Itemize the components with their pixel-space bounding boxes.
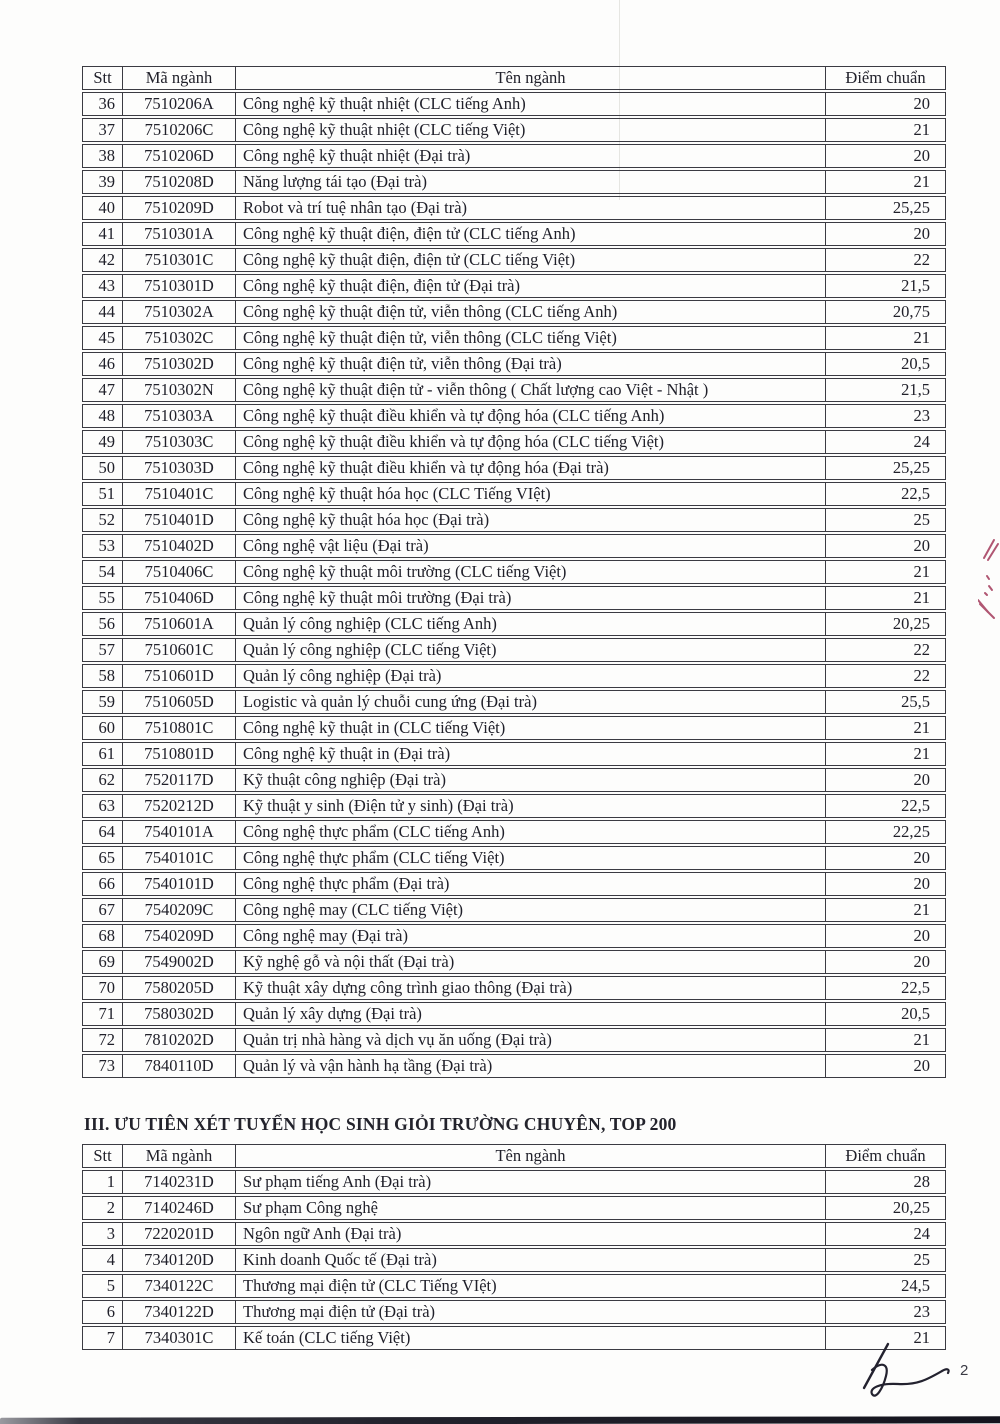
cell-stt: 53: [82, 534, 123, 558]
cell-score: 20: [826, 1054, 946, 1078]
table-row: [82, 404, 946, 428]
cell-score: 25,25: [826, 196, 946, 220]
cell-score: 20: [826, 144, 946, 168]
table-row: [82, 196, 946, 220]
table-row: [82, 1002, 946, 1026]
cell-major-code: 7810202D: [123, 1028, 236, 1052]
table-body: [82, 1170, 946, 1350]
cell-major-code: 7510406D: [123, 586, 236, 610]
cell-major-name: Công nghệ thực phẩm (Đại trà): [236, 872, 826, 896]
cell-score: 22,5: [826, 794, 946, 818]
cell-stt: 52: [82, 508, 123, 532]
cell-score: 22: [826, 638, 946, 662]
cell-major-code: 7540101A: [123, 820, 236, 844]
header-major-code: Mã ngành: [123, 1144, 236, 1168]
cell-stt: 46: [82, 352, 123, 376]
header-stt: Stt: [82, 66, 123, 90]
cell-major-code: 7510208D: [123, 170, 236, 194]
cell-score: 21: [826, 586, 946, 610]
cell-stt: 60: [82, 716, 123, 740]
table-row: [82, 924, 946, 948]
cell-major-name: Kỹ thuật công nghiệp (Đại trà): [236, 768, 826, 792]
cell-major-name: Kỹ thuật y sinh (Điện tử y sinh) (Đại trà): [236, 794, 826, 818]
cell-score: 21: [826, 560, 946, 584]
table-row: [82, 742, 946, 766]
cell-stt: 44: [82, 300, 123, 324]
cell-major-code: 7340301C: [123, 1326, 236, 1350]
cell-major-name: Quản lý công nghiệp (CLC tiếng Việt): [236, 638, 826, 662]
cell-score: 21: [826, 1028, 946, 1052]
cell-score: 22,5: [826, 482, 946, 506]
cell-stt: 68: [82, 924, 123, 948]
cell-major-code: 7510601D: [123, 664, 236, 688]
cell-major-code: 7510302A: [123, 300, 236, 324]
table-row: [82, 1054, 946, 1078]
cell-major-name: Công nghệ kỹ thuật in (Đại trà): [236, 742, 826, 766]
cell-stt: 72: [82, 1028, 123, 1052]
cell-stt: 63: [82, 794, 123, 818]
cell-score: 28: [826, 1170, 946, 1194]
cell-stt: 73: [82, 1054, 123, 1078]
table-row: [82, 300, 946, 324]
table-row: [82, 274, 946, 298]
cell-stt: 66: [82, 872, 123, 896]
cell-score: 20,25: [826, 612, 946, 636]
cell-stt: 6: [82, 1300, 123, 1324]
table-row: [82, 586, 946, 610]
cell-major-name: Công nghệ kỹ thuật in (CLC tiếng Việt): [236, 716, 826, 740]
cell-major-name: Công nghệ kỹ thuật điện, điện tử (Đại trà): [236, 274, 826, 298]
cell-major-code: 7540101C: [123, 846, 236, 870]
cell-stt: 61: [82, 742, 123, 766]
cell-score: 20: [826, 768, 946, 792]
cell-major-code: 7580302D: [123, 1002, 236, 1026]
table-row: [82, 430, 946, 454]
cell-major-code: 7510601A: [123, 612, 236, 636]
cell-major-code: 7510206D: [123, 144, 236, 168]
cell-score: 21: [826, 118, 946, 142]
cell-major-code: 7510303C: [123, 430, 236, 454]
cell-score: 21,5: [826, 378, 946, 402]
cell-stt: 3: [82, 1222, 123, 1246]
cell-major-code: 7340122C: [123, 1274, 236, 1298]
cell-major-name: Kỹ thuật xây dựng công trình giao thông (Đại trà): [236, 976, 826, 1000]
cell-stt: 2: [82, 1196, 123, 1220]
cell-major-code: 7140231D: [123, 1170, 236, 1194]
cell-major-name: Công nghệ kỹ thuật điện tử, viễn thông (CLC tiếng Anh): [236, 300, 826, 324]
cell-stt: 56: [82, 612, 123, 636]
cell-major-name: Công nghệ kỹ thuật điện tử - viễn thông ( Chất lượng cao Việt - Nhật ): [236, 378, 826, 402]
cell-major-name: Công nghệ kỹ thuật môi trường (CLC tiếng Việt): [236, 560, 826, 584]
cell-major-name: Logistic và quản lý chuỗi cung ứng (Đại trà): [236, 690, 826, 714]
table-row: [82, 144, 946, 168]
cell-major-name: Công nghệ kỹ thuật hóa học (Đại trà): [236, 508, 826, 532]
cell-major-name: Ngôn ngữ Anh (Đại trà): [236, 1222, 826, 1246]
cell-score: 22,5: [826, 976, 946, 1000]
cell-major-code: 7549002D: [123, 950, 236, 974]
cell-score: 20: [826, 950, 946, 974]
cell-score: 20,5: [826, 352, 946, 376]
table-row: [82, 222, 946, 246]
cell-major-name: Kế toán (CLC tiếng Việt): [236, 1326, 826, 1350]
cell-major-code: 7510801C: [123, 716, 236, 740]
table-row: [82, 638, 946, 662]
cell-major-name: Công nghệ kỹ thuật hóa học (CLC Tiếng VIệt): [236, 482, 826, 506]
cell-major-name: Quản lý công nghiệp (Đại trà): [236, 664, 826, 688]
cell-stt: 59: [82, 690, 123, 714]
cell-major-name: Công nghệ may (CLC tiếng Việt): [236, 898, 826, 922]
table-row: [82, 898, 946, 922]
cell-major-code: 7510302C: [123, 326, 236, 350]
cell-major-name: Công nghệ kỹ thuật điện, điện tử (CLC tiếng Anh): [236, 222, 826, 246]
cell-score: 20: [826, 924, 946, 948]
admission-scores-table: [82, 64, 946, 1080]
cell-stt: 41: [82, 222, 123, 246]
table-row: [82, 118, 946, 142]
table-row: [82, 456, 946, 480]
cell-major-name: Robot và trí tuệ nhân tạo (Đại trà): [236, 196, 826, 220]
cell-major-code: 7540209D: [123, 924, 236, 948]
table-header-row: [82, 1144, 946, 1168]
cell-stt: 71: [82, 1002, 123, 1026]
cell-stt: 47: [82, 378, 123, 402]
cell-major-code: 7340120D: [123, 1248, 236, 1272]
cell-major-name: Công nghệ kỹ thuật nhiệt (CLC tiếng Anh): [236, 92, 826, 116]
cell-score: 25,5: [826, 690, 946, 714]
cell-score: 25,25: [826, 456, 946, 480]
cell-major-code: 7840110D: [123, 1054, 236, 1078]
cell-major-code: 7540101D: [123, 872, 236, 896]
cell-score: 21: [826, 326, 946, 350]
cell-stt: 7: [82, 1326, 123, 1350]
table-row: [82, 326, 946, 350]
table-row: [82, 1196, 946, 1220]
header-score: Điểm chuẩn: [826, 66, 946, 90]
cell-major-code: 7580205D: [123, 976, 236, 1000]
table-row: [82, 1222, 946, 1246]
cell-stt: 62: [82, 768, 123, 792]
cell-major-code: 7510601C: [123, 638, 236, 662]
cell-stt: 54: [82, 560, 123, 584]
cell-major-name: Năng lượng tái tạo (Đại trà): [236, 170, 826, 194]
scan-edge-bar: [0, 1416, 1000, 1424]
table-head: [82, 66, 946, 90]
cell-stt: 38: [82, 144, 123, 168]
cell-major-code: 7220201D: [123, 1222, 236, 1246]
cell-major-code: 7510303D: [123, 456, 236, 480]
cell-major-code: 7540209C: [123, 898, 236, 922]
cell-score: 23: [826, 404, 946, 428]
header-major-code: Mã ngành: [123, 66, 236, 90]
cell-major-name: Công nghệ kỹ thuật điều khiển và tự động hóa (CLC tiếng Anh): [236, 404, 826, 428]
cell-score: 21: [826, 170, 946, 194]
cell-stt: 40: [82, 196, 123, 220]
cell-major-name: Công nghệ kỹ thuật nhiệt (Đại trà): [236, 144, 826, 168]
cell-major-name: Công nghệ kỹ thuật nhiệt (CLC tiếng Việt): [236, 118, 826, 142]
cell-score: 21: [826, 1326, 946, 1350]
cell-stt: 58: [82, 664, 123, 688]
cell-major-name: Công nghệ thực phẩm (CLC tiếng Anh): [236, 820, 826, 844]
table-row: [82, 92, 946, 116]
cell-score: 20,25: [826, 1196, 946, 1220]
cell-major-name: Thương mại điện tử (Đại trà): [236, 1300, 826, 1324]
cell-score: 21: [826, 716, 946, 740]
cell-major-name: Kinh doanh Quốc tế (Đại trà): [236, 1248, 826, 1272]
table-row: [82, 1300, 946, 1324]
cell-major-code: 7510206A: [123, 92, 236, 116]
header-stt: Stt: [82, 1144, 123, 1168]
cell-major-name: Quản lý xây dựng (Đại trà): [236, 1002, 826, 1026]
table-row: [82, 690, 946, 714]
cell-major-code: 7510301C: [123, 248, 236, 272]
table-row: [82, 716, 946, 740]
cell-major-code: 7510605D: [123, 690, 236, 714]
cell-score: 20,75: [826, 300, 946, 324]
cell-score: 20: [826, 534, 946, 558]
cell-major-name: Công nghệ kỹ thuật điều khiển và tự động hóa (CLC tiếng Việt): [236, 430, 826, 454]
cell-major-name: Thương mại điện tử (CLC Tiếng VIệt): [236, 1274, 826, 1298]
priority-admission-table: [82, 1142, 946, 1352]
cell-stt: 57: [82, 638, 123, 662]
table-row: [82, 768, 946, 792]
header-major-name: Tên ngành: [236, 66, 826, 90]
cell-major-name: Quản trị nhà hàng và dịch vụ ăn uống (Đại trà): [236, 1028, 826, 1052]
cell-score: 20,5: [826, 1002, 946, 1026]
cell-major-name: Kỹ nghệ gỗ và nội thất (Đại trà): [236, 950, 826, 974]
cell-major-code: 7510301A: [123, 222, 236, 246]
cell-major-code: 7140246D: [123, 1196, 236, 1220]
cell-major-name: Quản lý và vận hành hạ tầng (Đại trà): [236, 1054, 826, 1078]
cell-major-name: Công nghệ may (Đại trà): [236, 924, 826, 948]
cell-stt: 65: [82, 846, 123, 870]
table-row: [82, 950, 946, 974]
cell-score: 20: [826, 222, 946, 246]
cell-score: 24: [826, 430, 946, 454]
cell-score: 21,5: [826, 274, 946, 298]
table-header-row: [82, 66, 946, 90]
page-content: [82, 64, 946, 1352]
cell-major-code: 7520212D: [123, 794, 236, 818]
table-row: [82, 872, 946, 896]
table-row: [82, 534, 946, 558]
cell-stt: 36: [82, 92, 123, 116]
cell-major-code: 7510302D: [123, 352, 236, 376]
cell-major-code: 7510209D: [123, 196, 236, 220]
cell-major-code: 7510301D: [123, 274, 236, 298]
cell-stt: 49: [82, 430, 123, 454]
table-row: [82, 1028, 946, 1052]
table-row: [82, 378, 946, 402]
cell-major-name: Công nghệ vật liệu (Đại trà): [236, 534, 826, 558]
header-score: Điểm chuẩn: [826, 1144, 946, 1168]
cell-stt: 42: [82, 248, 123, 272]
table-row: [82, 612, 946, 636]
table-head: [82, 1144, 946, 1168]
header-major-name: Tên ngành: [236, 1144, 826, 1168]
cell-score: 20: [826, 846, 946, 870]
table-row: [82, 248, 946, 272]
table-row: [82, 1170, 946, 1194]
cell-score: 24: [826, 1222, 946, 1246]
table-row: [82, 352, 946, 376]
table-row: [82, 1274, 946, 1298]
cell-stt: 1: [82, 1170, 123, 1194]
cell-stt: 39: [82, 170, 123, 194]
table-row: [82, 820, 946, 844]
cell-major-name: Công nghệ kỹ thuật điện, điện tử (CLC tiếng Việt): [236, 248, 826, 272]
cell-major-code: 7510406C: [123, 560, 236, 584]
cell-major-name: Sư phạm Công nghệ: [236, 1196, 826, 1220]
cell-major-code: 7510401C: [123, 482, 236, 506]
cell-stt: 69: [82, 950, 123, 974]
table-row: [82, 170, 946, 194]
cell-stt: 67: [82, 898, 123, 922]
table-row: [82, 1248, 946, 1272]
cell-major-name: Công nghệ kỹ thuật điện tử, viễn thông (Đại trà): [236, 352, 826, 376]
cell-stt: 48: [82, 404, 123, 428]
cell-major-code: 7510303A: [123, 404, 236, 428]
cell-score: 21: [826, 742, 946, 766]
cell-stt: 4: [82, 1248, 123, 1272]
handwritten-signature-icon: [852, 1338, 970, 1408]
cell-stt: 70: [82, 976, 123, 1000]
cell-stt: 37: [82, 118, 123, 142]
cell-score: 25: [826, 1248, 946, 1272]
cell-major-name: Sư phạm tiếng Anh (Đại trà): [236, 1170, 826, 1194]
cell-major-code: 7510801D: [123, 742, 236, 766]
cell-score: 25: [826, 508, 946, 532]
page-number: 2: [960, 1362, 969, 1379]
table-row: [82, 1326, 946, 1350]
cell-major-name: Công nghệ kỹ thuật môi trường (Đại trà): [236, 586, 826, 610]
cell-stt: 45: [82, 326, 123, 350]
cell-major-name: Công nghệ kỹ thuật điều khiển và tự động hóa (Đại trà): [236, 456, 826, 480]
section-3-title: III. ƯU TIÊN XÉT TUYỂN HỌC SINH GIỎI TRƯỜNG CHUYÊN, TOP 200: [84, 1114, 677, 1134]
red-pen-marks-icon: [978, 532, 1000, 628]
cell-major-code: 7510206C: [123, 118, 236, 142]
cell-score: 24,5: [826, 1274, 946, 1298]
table-row: [82, 560, 946, 584]
cell-major-code: 7520117D: [123, 768, 236, 792]
cell-major-code: 7510402D: [123, 534, 236, 558]
cell-stt: 50: [82, 456, 123, 480]
cell-score: 21: [826, 898, 946, 922]
cell-score: 23: [826, 1300, 946, 1324]
cell-score: 22: [826, 248, 946, 272]
table-row: [82, 794, 946, 818]
cell-stt: 43: [82, 274, 123, 298]
cell-major-code: 7510401D: [123, 508, 236, 532]
cell-stt: 64: [82, 820, 123, 844]
cell-stt: 55: [82, 586, 123, 610]
table-row: [82, 976, 946, 1000]
table-row: [82, 664, 946, 688]
cell-stt: 5: [82, 1274, 123, 1298]
cell-major-name: Quản lý công nghiệp (CLC tiếng Anh): [236, 612, 826, 636]
cell-major-code: 7510302N: [123, 378, 236, 402]
table-row: [82, 482, 946, 506]
cell-score: 22: [826, 664, 946, 688]
cell-major-code: 7340122D: [123, 1300, 236, 1324]
cell-major-name: Công nghệ kỹ thuật điện tử, viễn thông (CLC tiếng Việt): [236, 326, 826, 350]
table-row: [82, 508, 946, 532]
cell-score: 22,25: [826, 820, 946, 844]
cell-stt: 51: [82, 482, 123, 506]
cell-score: 20: [826, 92, 946, 116]
table-body: [82, 92, 946, 1078]
cell-score: 20: [826, 872, 946, 896]
cell-major-name: Công nghệ thực phẩm (CLC tiếng Việt): [236, 846, 826, 870]
table-row: [82, 846, 946, 870]
